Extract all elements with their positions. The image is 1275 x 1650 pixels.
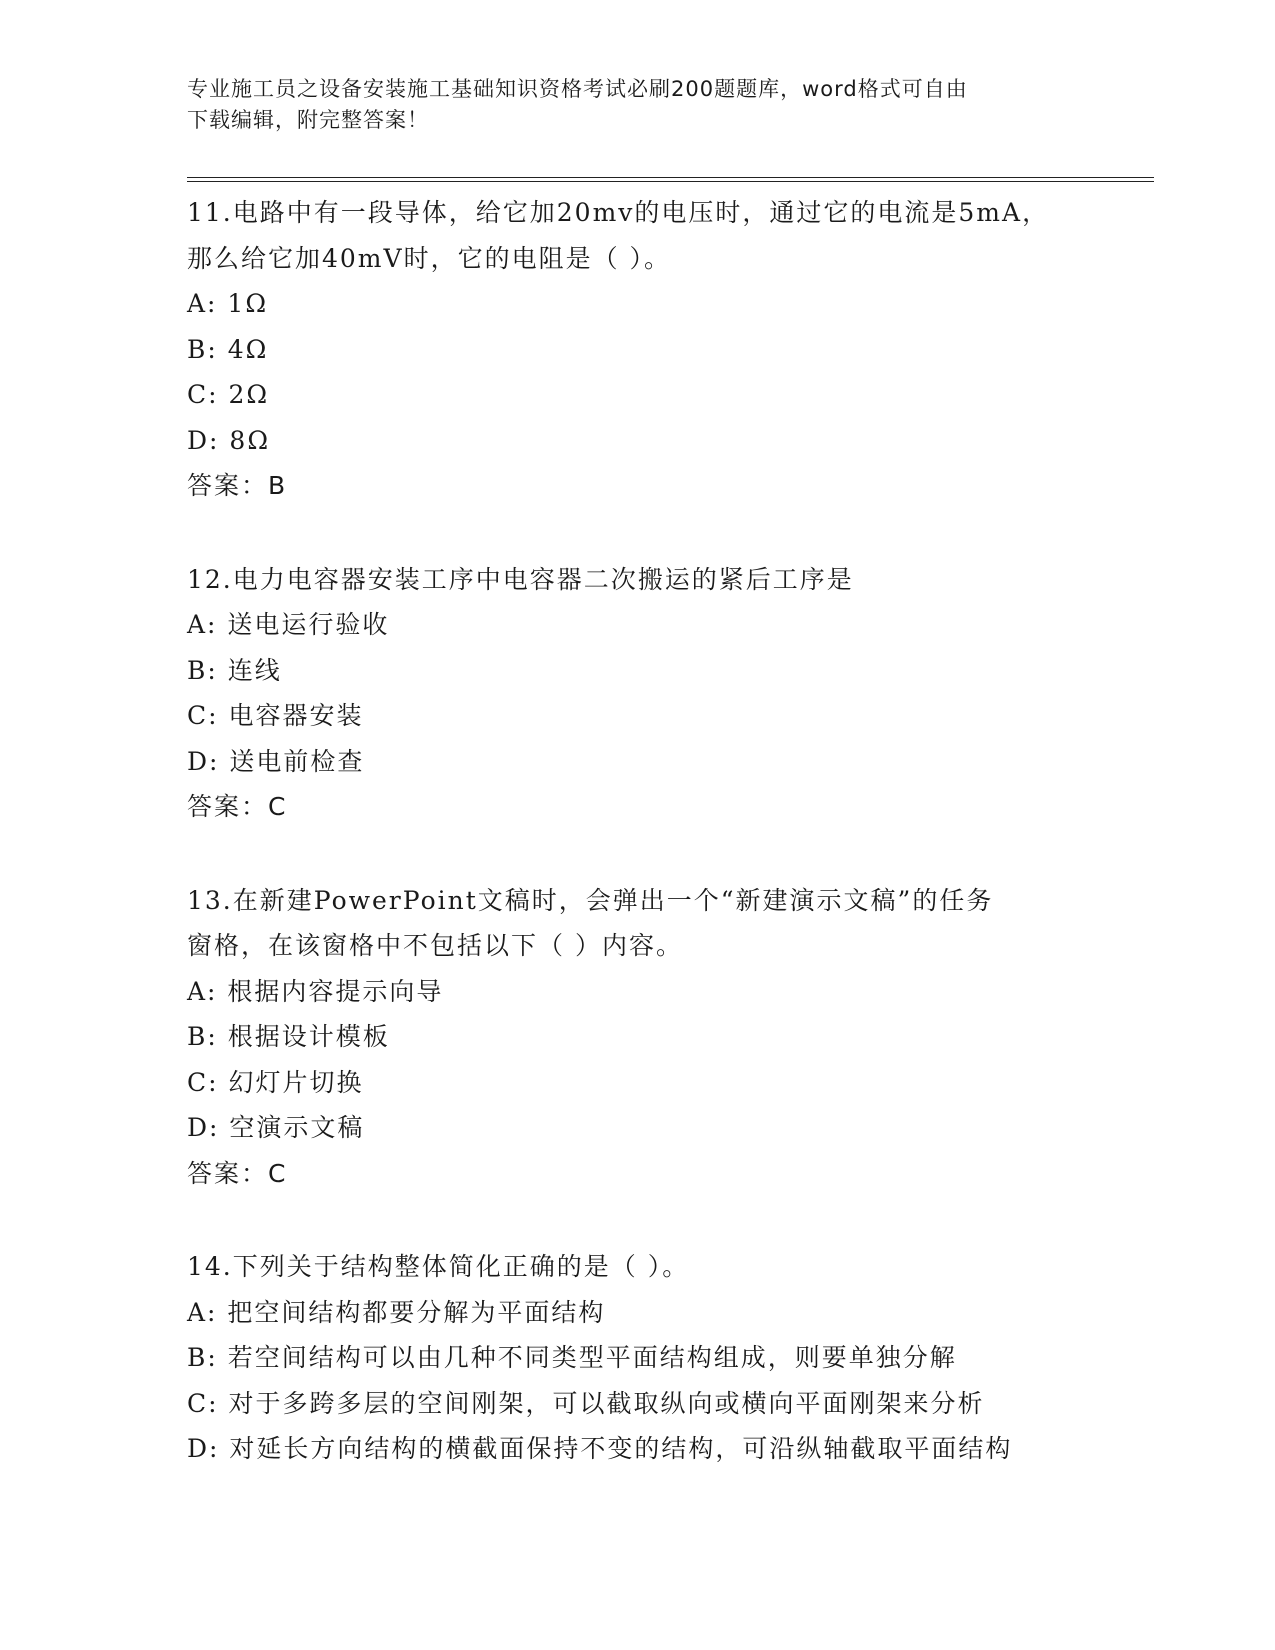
question-stem-line: 11.电路中有一段导体，给它加20mv的电压时，通过它的电流是5mA， <box>187 198 1050 227</box>
question-12 <box>187 557 1107 830</box>
question-stem-line: 14.下列关于结构整体简化正确的是（ ）。 <box>187 1252 690 1281</box>
header-line-2: 下载编辑，附完整答案！ <box>187 108 429 132</box>
option-a: A: 1Ω <box>187 289 269 318</box>
answer-label: 答案：C <box>187 1158 288 1188</box>
option-b: B: 若空间结构可以由几种不同类型平面结构组成，则要单独分解 <box>187 1343 957 1372</box>
question-stem-line: 12.电力电容器安装工序中电容器二次搬运的紧后工序是 <box>187 564 854 594</box>
option-c: C: 幻灯片切换 <box>187 1067 364 1097</box>
question-11 <box>187 190 1107 509</box>
answer-label: 答案：B <box>187 471 288 500</box>
option-c: C: 对于多跨多层的空间刚架，可以截取纵向或横向平面刚架来分析 <box>187 1388 985 1418</box>
header-rule-bottom <box>187 181 1154 182</box>
question-stem-line: 窗格，在该窗格中不包括以下（ ）内容。 <box>187 931 683 960</box>
option-d: D: 空演示文稿 <box>187 1113 365 1142</box>
option-b: B: 根据设计模板 <box>187 1022 390 1051</box>
option-b: B: 连线 <box>187 655 282 685</box>
question-13 <box>187 878 1107 1197</box>
question-14 <box>187 1244 1107 1472</box>
header-rule-top <box>187 177 1154 178</box>
option-a: A: 送电运行验收 <box>187 610 390 639</box>
question-stem-line: 13.在新建PowerPoint文稿时，会弹出一个“新建演示文稿”的任务 <box>187 885 994 915</box>
header-line-1: 专业施工员之设备安装施工基础知识资格考试必刷200题题库，word格式可自由 <box>187 77 968 101</box>
option-d: D: 8Ω <box>187 425 271 455</box>
option-d: D: 对延长方向结构的横截面保持不变的结构，可沿纵轴截取平面结构 <box>187 1434 1013 1463</box>
option-c: C: 电容器安装 <box>187 701 364 730</box>
document-header <box>187 74 1087 136</box>
option-a: A: 把空间结构都要分解为平面结构 <box>187 1297 606 1327</box>
option-b: B: 4Ω <box>187 334 269 364</box>
option-c: C: 2Ω <box>187 380 270 409</box>
question-list <box>187 190 1107 1520</box>
option-a: A: 根据内容提示向导 <box>187 976 444 1006</box>
question-stem-line: 那么给它加40mV时，它的电阻是（ ）。 <box>187 243 672 273</box>
answer-label: 答案：C <box>187 792 288 821</box>
option-d: D: 送电前检查 <box>187 746 365 776</box>
